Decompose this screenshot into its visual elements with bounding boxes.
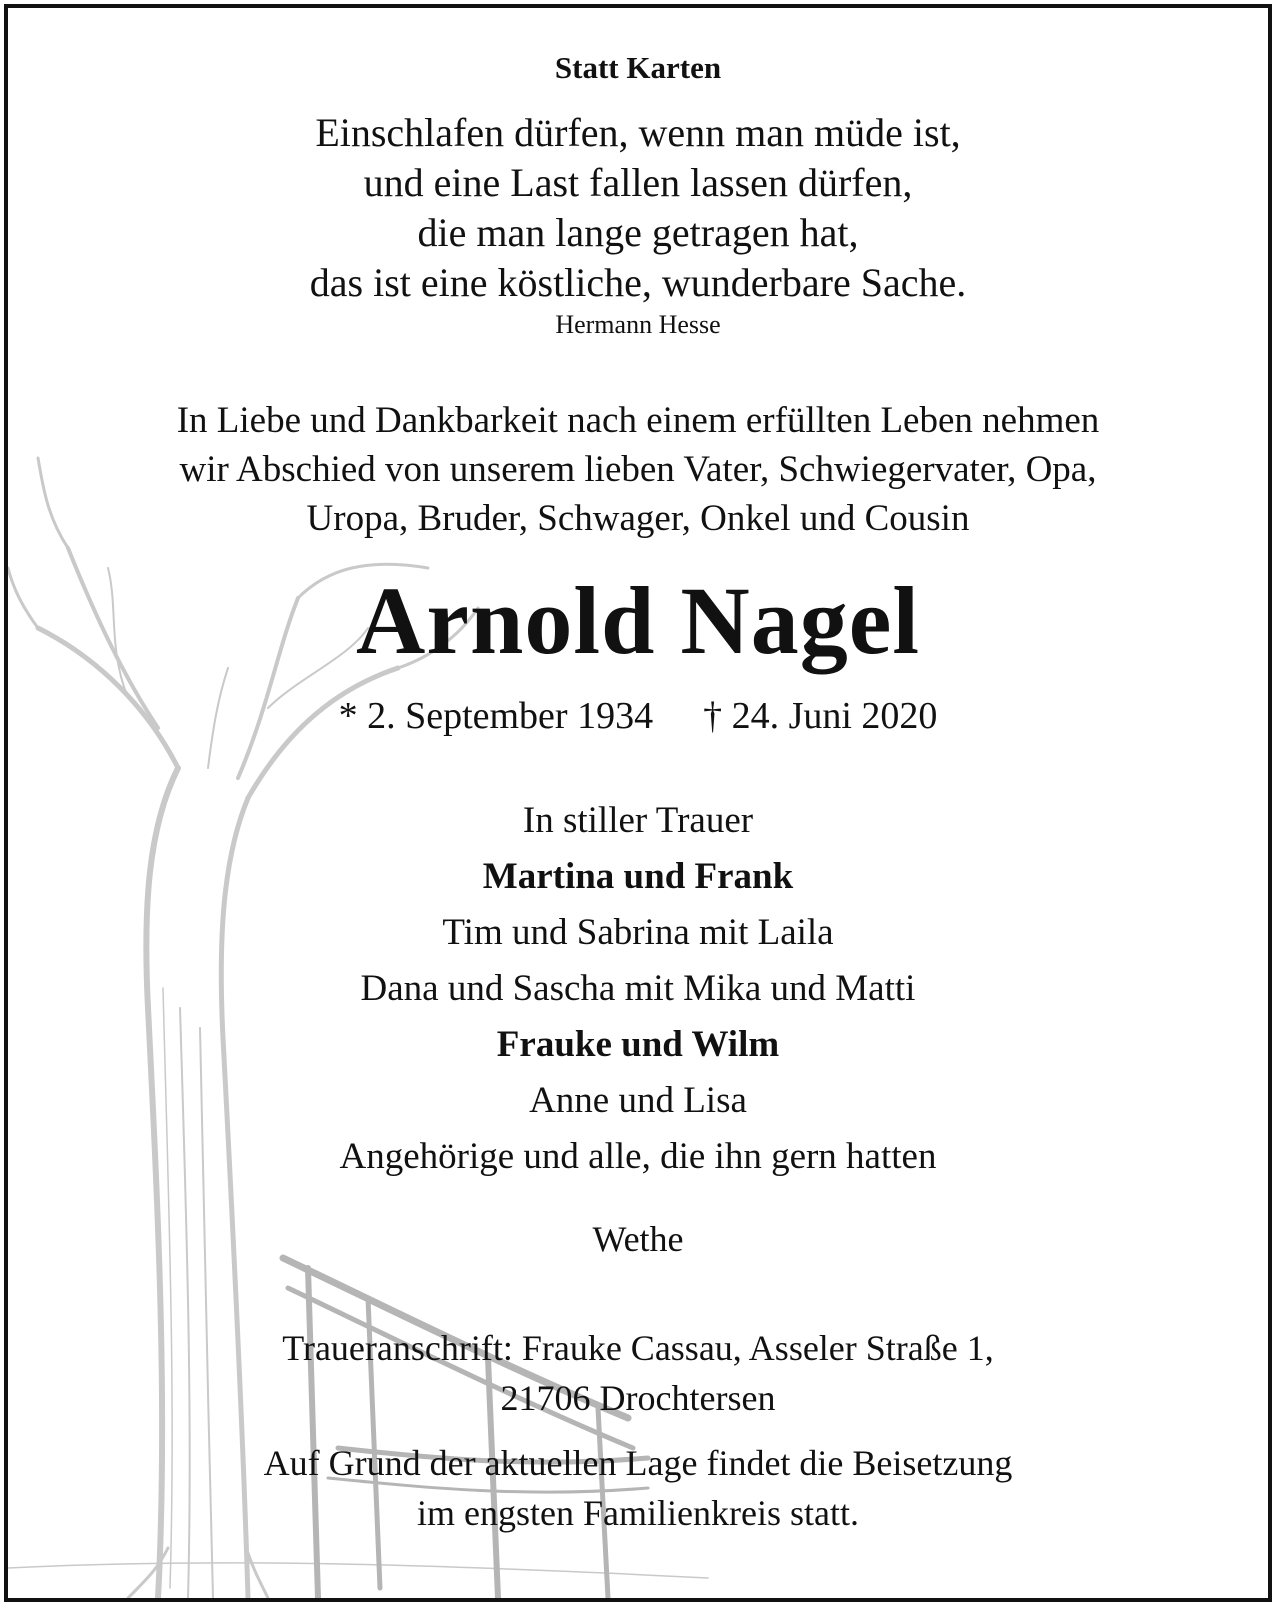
address-line: Traueranschrift: Frauke Cassau, Asseler Straße 1, xyxy=(282,1328,994,1368)
poem-author: Hermann Hesse xyxy=(555,310,721,339)
mourners-family-1-child: Dana und Sascha mit Mika und Matti xyxy=(360,968,916,1009)
mourners-family-1: Martina und Frank xyxy=(482,856,794,897)
intro-text xyxy=(8,396,1268,543)
mourners-others: Angehörige und alle, die ihn gern hatten xyxy=(339,1136,937,1177)
poem-line: das ist eine köstliche, wunderbare Sache. xyxy=(309,260,967,305)
mourners-list xyxy=(8,793,1268,1185)
birth-date: * 2. September 1934 xyxy=(338,695,654,737)
mourners-family-2-children: Anne und Lisa xyxy=(529,1080,747,1121)
intro-line: In Liebe und Dankbarkeit nach einem erfüllten Leben nehmen xyxy=(176,400,1100,441)
death-date: † 24. Juni 2020 xyxy=(703,695,938,737)
funeral-note xyxy=(8,1438,1268,1538)
header-statt-karten: Statt Karten xyxy=(554,50,722,85)
intro-line: Uropa, Bruder, Schwager, Onkel und Cousin xyxy=(306,498,970,539)
intro-line: wir Abschied von unserem lieben Vater, Schwiegervater, Opa, xyxy=(179,449,1097,490)
mourners-intro: In stiller Trauer xyxy=(522,800,754,841)
mourners-family-1-child: Tim und Sabrina mit Laila xyxy=(442,912,834,953)
mourning-address xyxy=(8,1323,1268,1423)
address-line: 21706 Drochtersen xyxy=(500,1378,776,1418)
poem-line: und eine Last fallen lassen dürfen, xyxy=(363,160,913,205)
funeral-note-line: im engsten Familienkreis statt. xyxy=(417,1493,859,1533)
life-dates xyxy=(8,694,1268,738)
poem xyxy=(8,108,1268,308)
funeral-note-line: Auf Grund der aktuellen Lage findet die Beisetzung xyxy=(263,1443,1013,1483)
deceased-name: Arnold Nagel xyxy=(356,567,920,674)
poem-line: Einschlafen dürfen, wenn man müde ist, xyxy=(315,110,961,155)
mourners-family-2: Frauke und Wilm xyxy=(496,1024,780,1065)
place-name: Wethe xyxy=(592,1219,684,1259)
obituary-card xyxy=(4,4,1272,1602)
poem-line: die man lange getragen hat, xyxy=(417,210,859,255)
